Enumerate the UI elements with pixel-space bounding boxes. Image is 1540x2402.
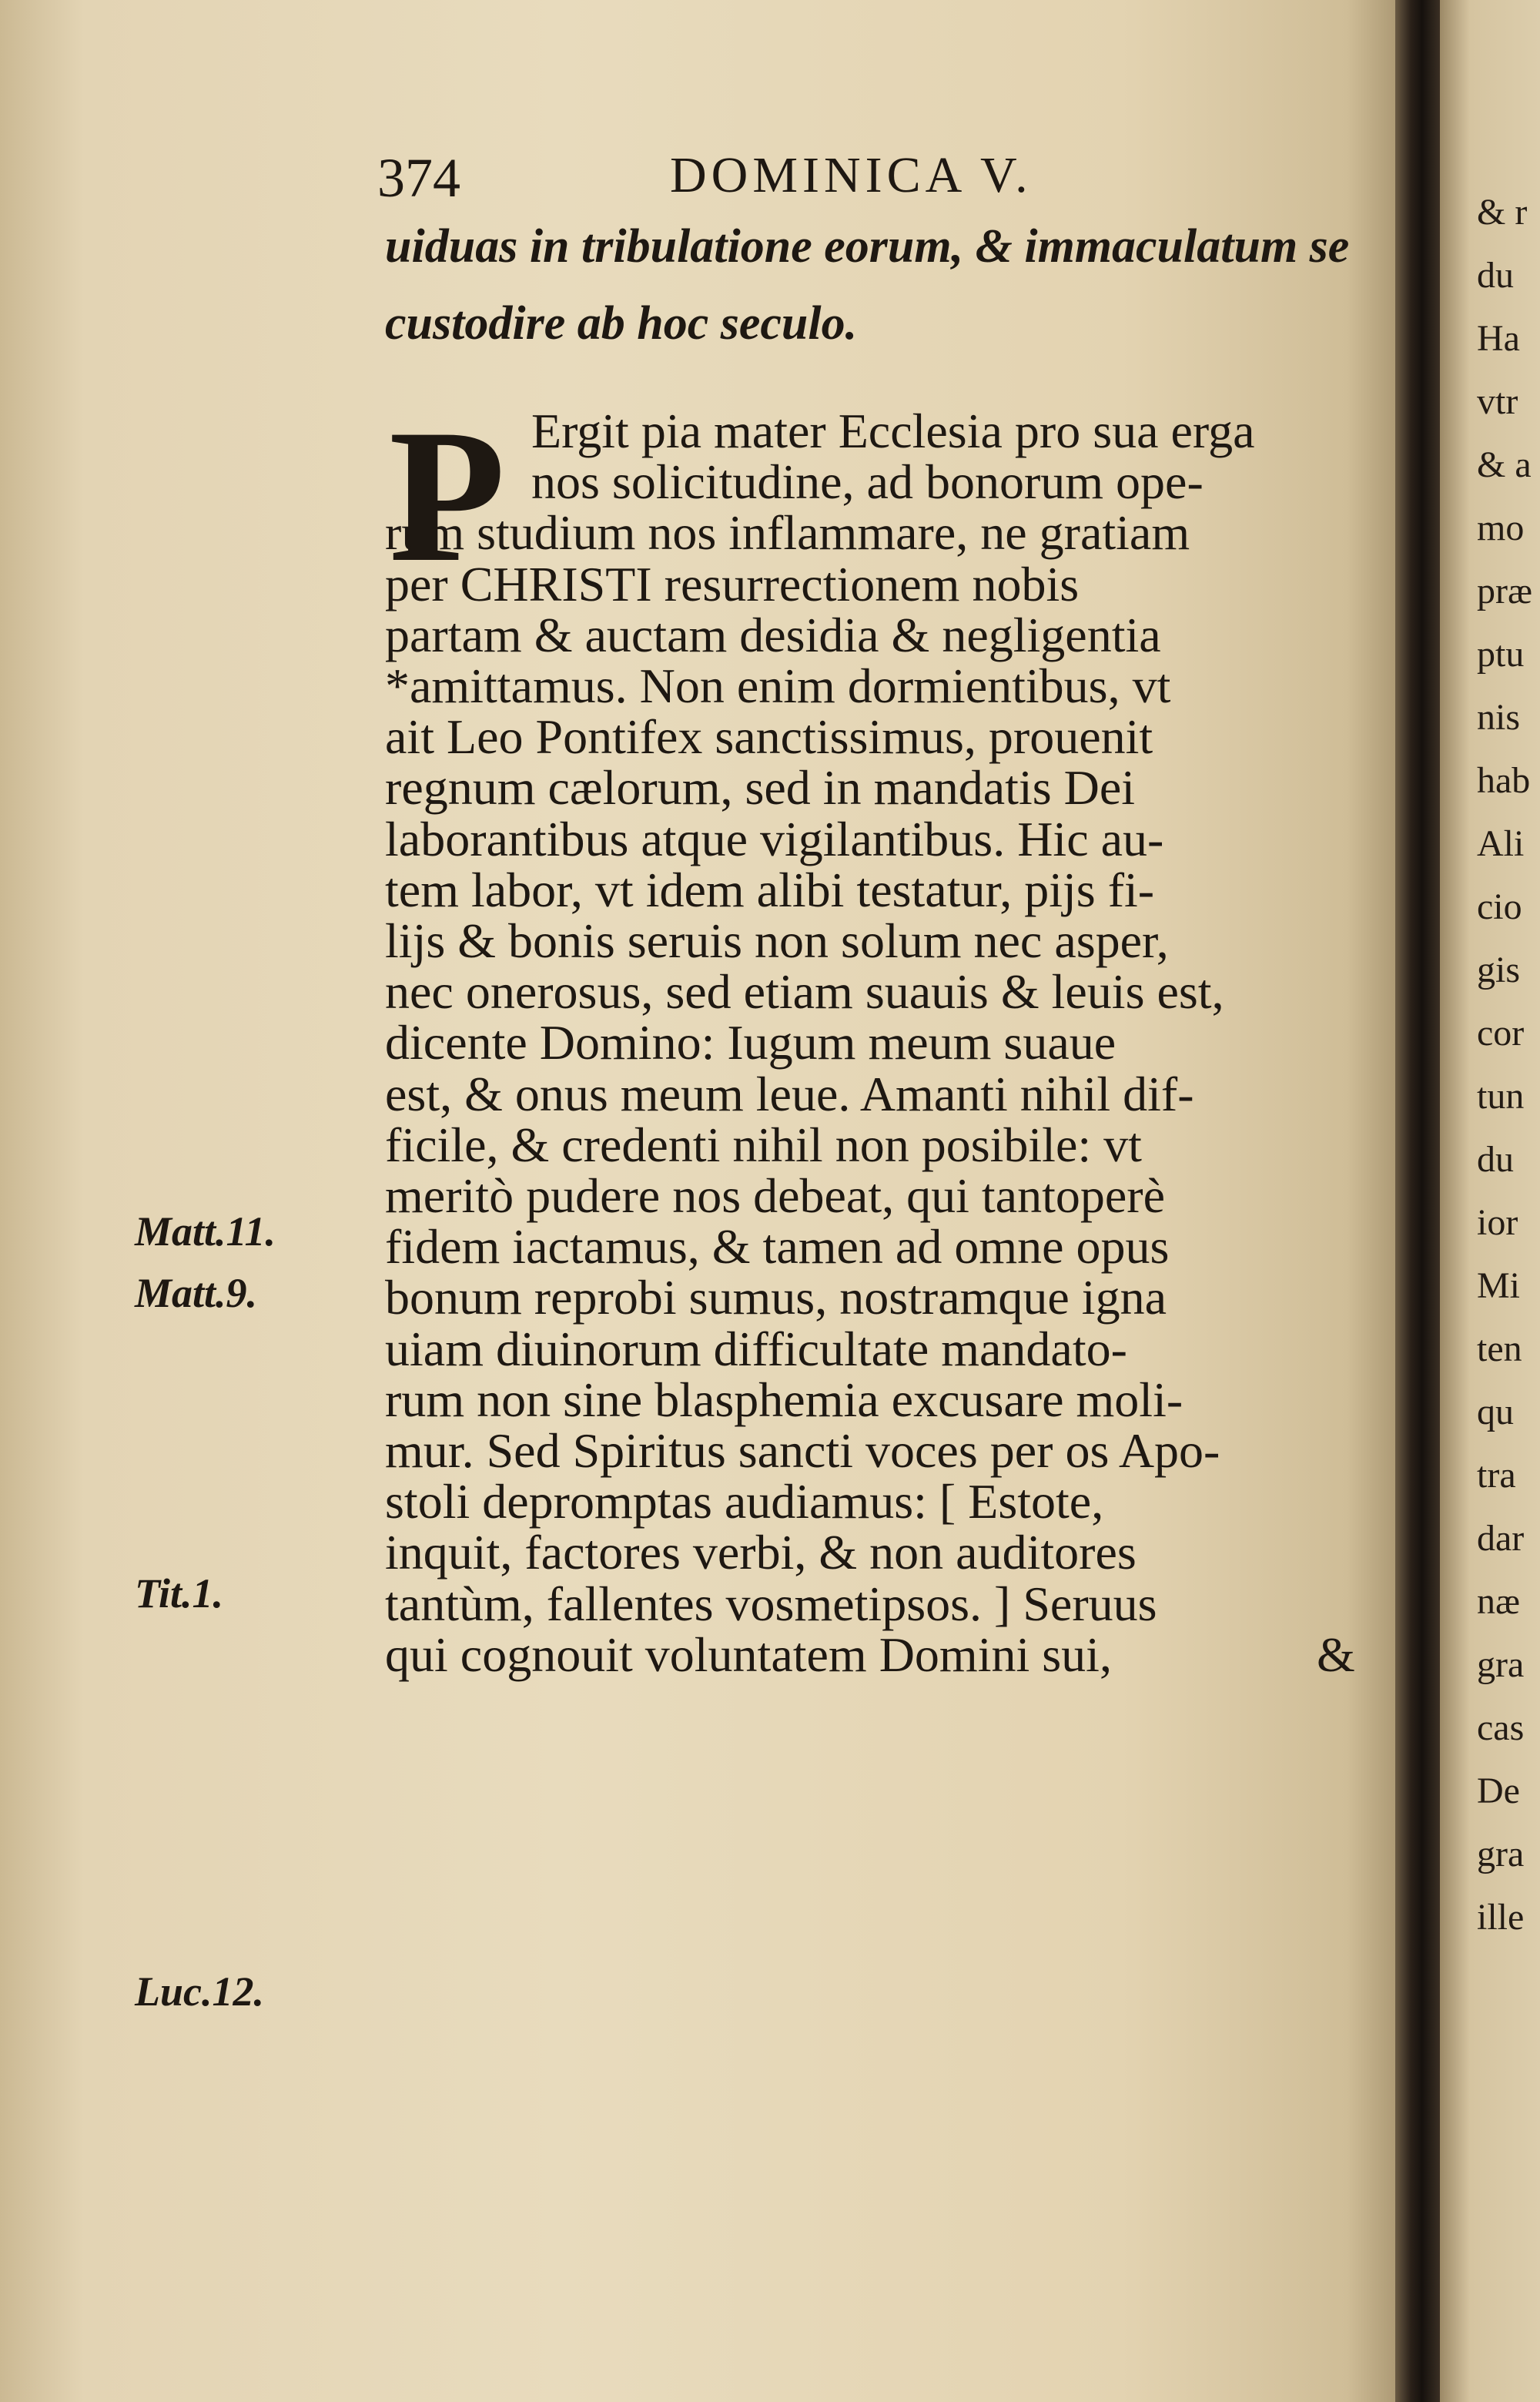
body-line: rum studium nos inflammare, ne gratiam xyxy=(385,505,1190,561)
body-line: uiam diuinorum difficultate mandato- xyxy=(385,1321,1127,1376)
page-header xyxy=(377,146,1378,216)
body-line: dicente Domino: Iugum meum suaue xyxy=(385,1015,1116,1070)
facing-page-fragment: gra xyxy=(1477,1834,1525,1874)
facing-page-fragment: vtr xyxy=(1477,381,1518,422)
facing-page-fragment: præ xyxy=(1477,571,1532,611)
facing-page-fragment: gis xyxy=(1477,950,1521,990)
body-line: meritò pudere nos debeat, qui tantoperè xyxy=(385,1168,1165,1223)
facing-page-fragment: cor xyxy=(1477,1013,1525,1054)
facing-page-fragment: ior xyxy=(1477,1202,1518,1243)
body-line: Ergit pia mater Ecclesia pro sua erga xyxy=(531,404,1255,458)
drop-cap: P xyxy=(389,390,506,601)
facing-page-fragment: næ xyxy=(1477,1581,1521,1622)
margin-note-matt-11: Matt.11. xyxy=(135,1208,276,1255)
facing-page-fragment: Ali xyxy=(1477,823,1525,864)
facing-page-fragment: & a xyxy=(1477,444,1532,485)
body-line: qui cognouit voluntatem Domini sui, xyxy=(385,1626,1112,1682)
body-line: nos solicitudine, ad bonorum ope- xyxy=(531,454,1204,510)
body-line: regnum cælorum, sed in mandatis Dei xyxy=(385,760,1136,816)
body-line: ficile, & credenti nihil non posibile: vt xyxy=(385,1117,1142,1172)
facing-page-fragment: cio xyxy=(1477,886,1522,927)
facing-page-fragment: tra xyxy=(1477,1455,1516,1496)
page-number: 374 xyxy=(377,147,460,209)
facing-page-fragment: cas xyxy=(1477,1707,1525,1748)
facing-page-fragment: ille xyxy=(1477,1897,1525,1938)
facing-page-fragment: ten xyxy=(1477,1328,1522,1369)
body-line: bonum reprobi sumus, nostramque igna xyxy=(385,1270,1167,1325)
body-line: lijs & bonis seruis non solum nec asper, xyxy=(385,913,1169,968)
facing-page-fragment: Ha xyxy=(1477,318,1520,359)
body-line: & xyxy=(1317,1626,1355,1682)
facing-page-fragment: ptu xyxy=(1477,634,1525,675)
body-line: est, & onus meum leue. Amanti nihil dif- xyxy=(385,1066,1194,1121)
body-line: partam & auctam desidia & negligentia xyxy=(385,607,1161,662)
facing-page-fragment: du xyxy=(1477,1139,1514,1180)
facing-page-fragment: mo xyxy=(1477,508,1525,548)
body-line: rum non sine blasphemia excusare moli- xyxy=(385,1372,1183,1427)
facing-page-fragment: tun xyxy=(1477,1076,1525,1117)
margin-note-luc-12: Luc.12. xyxy=(135,1968,264,2015)
facing-page-fragment: Mi xyxy=(1477,1265,1521,1306)
margin-note-matt-9: Matt.9. xyxy=(135,1270,258,1316)
body-line: fidem iactamus, & tamen ad omne opus xyxy=(385,1219,1170,1275)
intro-line-1: uiduas in tribulatione eorum, & immaculatum se xyxy=(385,220,1350,273)
body-line: *amittamus. Non enim dormientibus, vt xyxy=(385,658,1171,713)
facing-page-fragment: du xyxy=(1477,255,1514,296)
facing-page-fragment: qu xyxy=(1477,1392,1514,1432)
body-line: tem labor, vt idem alibi testatur, pijs fi- xyxy=(385,862,1155,917)
facing-page-fragment: gra xyxy=(1477,1644,1525,1685)
body-line: inquit, factores verbi, & non auditores xyxy=(385,1525,1137,1580)
book-gutter xyxy=(1395,0,1440,2402)
facing-page-fragment: dar xyxy=(1477,1518,1525,1559)
body-line: tantùm, fallentes vosmetipsos. ] Seruus xyxy=(385,1576,1157,1631)
facing-page-fragment: & r xyxy=(1477,192,1528,233)
body-line: ait Leo Pontifex sanctissimus, prouenit xyxy=(385,709,1153,765)
body-line: nec onerosus, sed etiam suauis & leuis est, xyxy=(385,964,1224,1020)
intro-line-2: custodire ab hoc seculo. xyxy=(385,297,858,350)
running-head: DOMINICA V. xyxy=(670,147,1033,203)
body-line: laborantibus atque vigilantibus. Hic au- xyxy=(385,811,1164,866)
body-line: per CHRISTI resurrectionem nobis xyxy=(385,556,1080,611)
body-line: mur. Sed Spiritus sancti voces per os Apo- xyxy=(385,1423,1220,1478)
facing-page-fragment: De xyxy=(1477,1771,1520,1811)
facing-page-fragment: nis xyxy=(1477,697,1521,738)
facing-page-fragment: hab xyxy=(1477,760,1531,801)
margin-note-tit-1: Tit.1. xyxy=(135,1570,223,1616)
body-line: stoli depromptas audiamus: [ Estote, xyxy=(385,1474,1104,1529)
